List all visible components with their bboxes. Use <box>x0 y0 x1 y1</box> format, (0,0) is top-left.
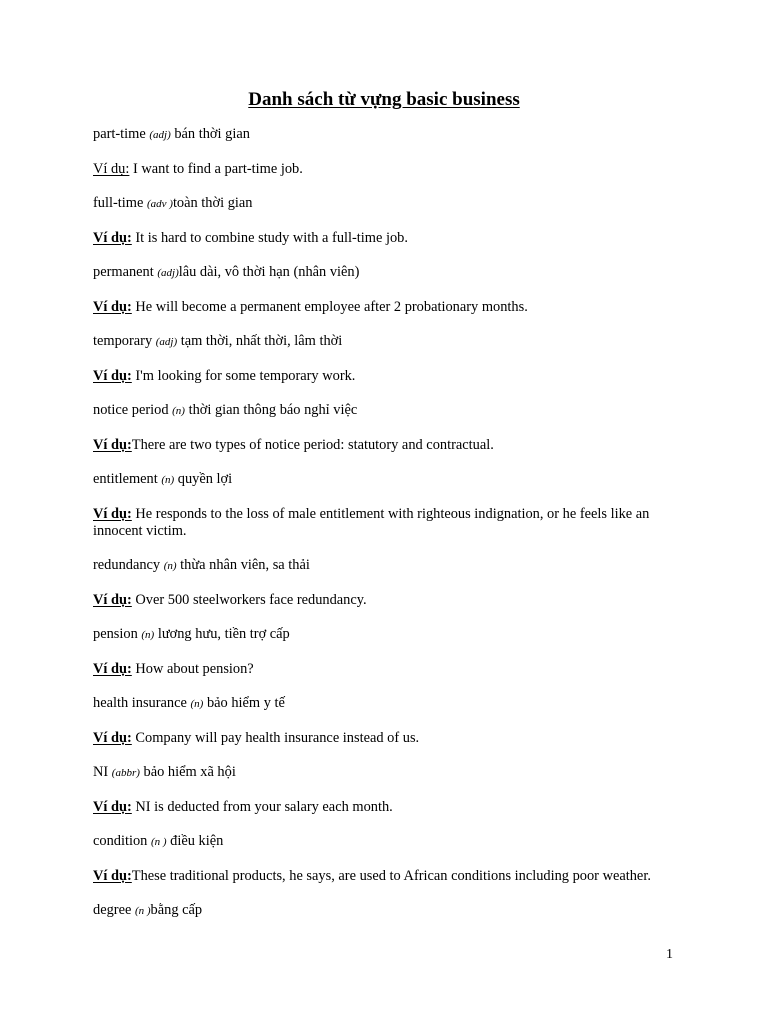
example-label: Ví dụ: <box>93 161 130 177</box>
vocab-term <box>93 195 683 213</box>
term-part-of-speech: (n) <box>141 629 155 641</box>
vocab-term <box>93 764 683 782</box>
term-word: full-time <box>93 195 144 211</box>
example-text: He will become a permanent employee after 2 probationary months. <box>131 299 528 315</box>
example-label: Ví dụ: <box>93 299 132 315</box>
term-meaning: tạm thời, nhất thời, lâm thời <box>177 333 343 349</box>
vocab-term <box>93 126 683 144</box>
vocab-term <box>93 626 683 644</box>
example-text: NI is deducted from your salary each month. <box>131 799 393 815</box>
example-label: Ví dụ: <box>93 230 132 246</box>
example-sentence <box>93 506 683 540</box>
vocab-term <box>93 833 683 851</box>
term-word: health insurance <box>93 695 187 711</box>
example-text: Company will pay health insurance instead of us. <box>131 730 420 746</box>
example-label: Ví dụ: <box>93 868 132 884</box>
example-sentence <box>93 661 683 678</box>
example-label: Ví dụ: <box>93 661 132 677</box>
term-meaning: toàn thời gian <box>172 195 253 211</box>
example-sentence <box>93 868 683 885</box>
example-text: There are two types of notice period: statutory and contractual. <box>131 437 494 453</box>
term-part-of-speech: (n) <box>163 560 177 572</box>
term-word: redundancy <box>93 557 161 573</box>
example-text: I'm looking for some temporary work. <box>131 368 356 384</box>
term-word: condition <box>93 833 148 849</box>
vocabulary-list <box>93 126 683 937</box>
term-part-of-speech: (n) <box>190 698 204 710</box>
term-word: notice period <box>93 402 169 418</box>
example-label: Ví dụ: <box>93 368 132 384</box>
term-word: temporary <box>93 333 153 349</box>
example-sentence <box>93 730 683 747</box>
term-word: entitlement <box>93 471 158 487</box>
vocab-term <box>93 695 683 713</box>
term-meaning: bảo hiểm xã hội <box>139 764 236 780</box>
example-label: Ví dụ: <box>93 730 132 746</box>
term-meaning: quyền lợi <box>174 471 233 487</box>
term-word: part-time <box>93 126 146 142</box>
vocab-term <box>93 402 683 420</box>
term-part-of-speech: (n) <box>172 405 185 417</box>
term-word: pension <box>93 626 138 642</box>
term-part-of-speech: (adj) <box>157 267 179 279</box>
term-meaning: bán thời gian <box>170 126 250 142</box>
example-text: Over 500 steelworkers face redundancy. <box>131 592 367 608</box>
page-number: 1 <box>666 947 673 962</box>
example-sentence <box>93 299 683 316</box>
example-text: It is hard to combine study with a full-time job. <box>131 230 408 246</box>
example-text: How about pension? <box>131 661 254 677</box>
term-part-of-speech: (n ) <box>150 836 167 848</box>
example-text: These traditional products, he says, are used to African conditions including poor weather. <box>131 868 651 884</box>
term-meaning: bảo hiểm y tế <box>203 695 285 711</box>
example-label: Ví dụ: <box>93 592 132 608</box>
example-text: He responds to the loss of male entitlement with righteous indignation, or he feels like an innocent victim. <box>93 506 650 539</box>
term-meaning: bằng cấp <box>150 902 203 918</box>
example-sentence <box>93 368 683 385</box>
example-label: Ví dụ: <box>93 437 132 453</box>
example-label: Ví dụ: <box>93 799 132 815</box>
example-sentence <box>93 592 683 609</box>
term-part-of-speech: (n ) <box>134 905 151 917</box>
vocab-term <box>93 471 683 489</box>
term-meaning: thời gian thông báo nghỉ việc <box>184 402 358 418</box>
vocab-term <box>93 557 683 575</box>
vocab-term <box>93 264 683 282</box>
term-meaning: lâu dài, vô thời hạn (nhân viên) <box>178 264 360 280</box>
term-part-of-speech: (adj) <box>155 336 178 348</box>
example-sentence <box>93 161 683 178</box>
document-title: Danh sách từ vựng basic business <box>248 89 520 110</box>
example-text: I want to find a part-time job. <box>129 161 303 177</box>
example-sentence <box>93 799 683 816</box>
term-part-of-speech: (n) <box>161 474 175 486</box>
vocab-term <box>93 902 683 920</box>
term-word: NI <box>93 764 109 780</box>
example-sentence <box>93 437 683 454</box>
term-word: degree <box>93 902 132 918</box>
term-meaning: điều kiện <box>166 833 224 849</box>
term-meaning: thừa nhân viên, sa thải <box>176 557 310 573</box>
vocab-term <box>93 333 683 351</box>
term-part-of-speech: (abbr) <box>111 767 140 779</box>
term-part-of-speech: (adv ) <box>146 198 173 210</box>
term-meaning: lương hưu, tiền trợ cấp <box>154 626 290 642</box>
term-word: permanent <box>93 264 154 280</box>
example-sentence <box>93 230 683 247</box>
example-label: Ví dụ: <box>93 506 132 522</box>
term-part-of-speech: (adj) <box>149 129 171 141</box>
